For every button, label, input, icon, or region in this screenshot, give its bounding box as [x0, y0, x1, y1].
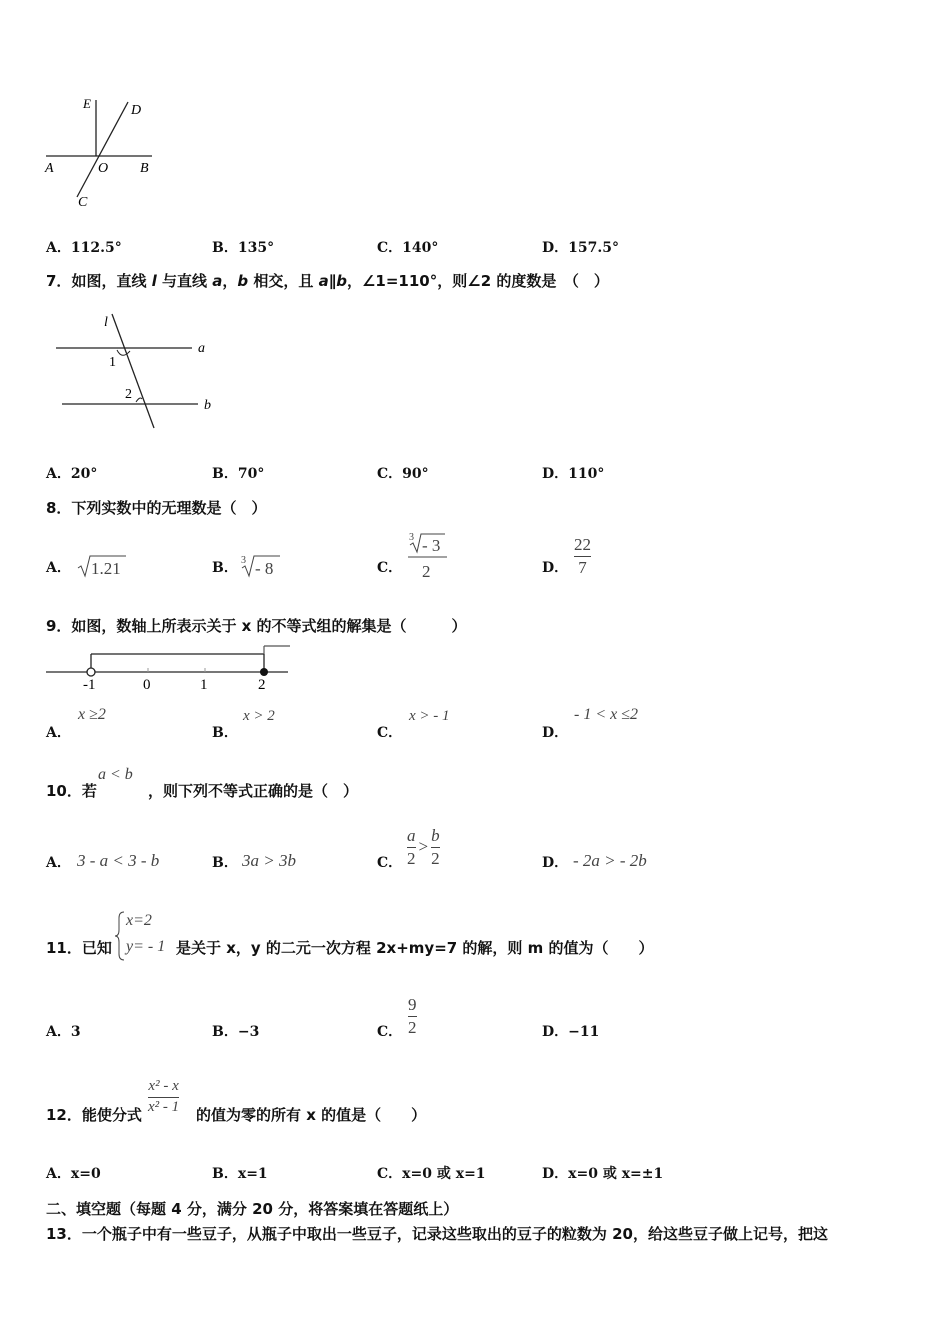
- q8-option-a-value: 1.21: [91, 559, 121, 578]
- q7-option-d: D．110°: [542, 466, 605, 482]
- angle-2-arc: [136, 398, 142, 402]
- q11-option-b: B．−3: [212, 1024, 260, 1040]
- q9-option-a-letter: A．: [46, 725, 71, 741]
- q10-option-d-value: - 2a > - 2b: [573, 851, 647, 870]
- label-2: 2: [125, 387, 132, 402]
- q10-option-b-value: 3a > 3b: [242, 851, 296, 870]
- q7-option-b: B．70°: [212, 466, 265, 482]
- q11-option-d: D．−11: [542, 1024, 600, 1040]
- label-o: O: [98, 161, 109, 176]
- q11-prefix: 11．已知: [46, 939, 112, 957]
- q11-c-num: 9: [408, 995, 417, 1014]
- q12-option-b: B．x=1: [212, 1166, 268, 1182]
- q12-prefix: 12．能使分式: [46, 1106, 142, 1124]
- q12-option-a: A．x=0: [46, 1166, 101, 1182]
- label-c: C: [78, 195, 88, 210]
- q10-c-den2: 2: [431, 848, 440, 868]
- q6-option-c: C．140°: [377, 240, 439, 256]
- q11-option-c-letter: C．: [377, 1024, 403, 1040]
- q8-option-c-index: 3: [409, 532, 414, 543]
- q6-option-a: A．112.5°: [46, 240, 122, 256]
- q9-option-d-value: - 1 < x ≤2: [574, 706, 639, 723]
- q7-stem: 7．如图，直线 l 与直线 a，b 相交，且 a∥b，∠1=110°，则∠2 的度数是 （ ）: [46, 272, 609, 290]
- q10-option-c-letter: C．: [377, 855, 403, 871]
- q11-suffix: 是关于 x，y 的二元一次方程 2x+my=7 的解，则 m 的值为（ ）: [176, 939, 654, 957]
- q12-option-c: C．x=0 或 x=1: [377, 1166, 486, 1182]
- q11-c-den: 2: [408, 1017, 417, 1037]
- q9-option-d-letter: D．: [542, 725, 569, 741]
- q10-c-num1: a: [407, 826, 416, 845]
- label-a: a: [198, 341, 205, 356]
- q8-option-c-fraction: [405, 530, 451, 582]
- angle-1-arc: [117, 350, 130, 355]
- q8-option-b-value: - 8: [255, 559, 274, 578]
- line-cd: [77, 102, 128, 197]
- q6-figure: [40, 95, 165, 210]
- q8-option-d-den: 7: [578, 557, 587, 577]
- section-2-title: 二、填空题（每题 4 分，满分 20 分，将答案填在答题纸上）: [46, 1200, 459, 1218]
- tick-label-0: 0: [143, 677, 151, 692]
- q9-stem: 9．如图，数轴上所表示关于 x 的不等式组的解集是（ ）: [46, 617, 467, 635]
- q12-option-d: D．x=0 或 x=±1: [542, 1166, 664, 1182]
- label-a: A: [45, 161, 54, 176]
- q11-option-c-fraction: [408, 995, 417, 1037]
- q12-suffix: 的值为零的所有 x 的值是（ ）: [196, 1106, 427, 1124]
- q10-condition: a < b: [98, 766, 133, 783]
- closed-point: [260, 668, 268, 676]
- q8-option-b-radical: [240, 552, 284, 580]
- q9-number-line: [44, 642, 294, 692]
- tick-label-2: 2: [258, 677, 266, 692]
- q7-option-c: C．90°: [377, 466, 429, 482]
- q8-option-d-fraction: [574, 535, 591, 577]
- q13-stem: 13．一个瓶子中有一些豆子，从瓶子中取出一些豆子，记录这些取出的豆子的粒数为 20，给这些豆子做上记号，把这: [46, 1225, 828, 1243]
- line-l: [112, 314, 154, 428]
- q10-option-a-letter: A．: [46, 855, 71, 871]
- label-b: B: [140, 161, 149, 176]
- label-b: b: [204, 398, 211, 413]
- q8-option-b-index: 3: [241, 555, 246, 566]
- q9-option-b-letter: B．: [212, 725, 238, 741]
- q8-option-d-num: 22: [574, 535, 591, 554]
- q8-stem: 8．下列实数中的无理数是（ ）: [46, 499, 267, 517]
- q12-den: x² - 1: [148, 1098, 180, 1115]
- q10-c-op: >: [418, 837, 429, 857]
- q11-eq1: x=2: [126, 912, 152, 929]
- q8-option-a-radical: [76, 552, 130, 580]
- q7-option-a: A．20°: [46, 466, 98, 482]
- tick-label-1: 1: [200, 677, 208, 692]
- q8-option-c-den: 2: [422, 562, 431, 581]
- q7-figure: [50, 310, 225, 435]
- q8-option-c-letter: C．: [377, 560, 403, 576]
- q8-option-d-letter: D．: [542, 560, 569, 576]
- q12-num: x² - x: [148, 1078, 179, 1094]
- q10-suffix: ，则下列不等式正确的是（ ）: [148, 782, 359, 800]
- open-point: [87, 668, 95, 676]
- label-1: 1: [109, 355, 116, 370]
- label-d: D: [131, 103, 142, 118]
- q6-option-d: D．157.5°: [542, 240, 619, 256]
- q10-c-num2: b: [431, 826, 440, 845]
- q10-prefix: 10．若: [46, 782, 97, 800]
- label-l: l: [104, 315, 108, 330]
- q9-option-c-letter: C．: [377, 725, 403, 741]
- q10-c-den1: 2: [407, 848, 416, 868]
- q9-option-b-value: x > 2: [243, 708, 275, 724]
- label-e: E: [83, 96, 91, 111]
- q10-option-d-letter: D．: [542, 855, 569, 871]
- q11-brace: [114, 910, 126, 962]
- q12-fraction: [148, 1078, 179, 1116]
- q11-eq2: y= - 1: [126, 938, 166, 955]
- q10-option-a-value: 3 - a < 3 - b: [77, 851, 160, 870]
- q8-option-b-letter: B．: [212, 560, 238, 576]
- q11-option-a: A．3: [46, 1024, 81, 1040]
- q10-option-c-value: [407, 827, 440, 868]
- q10-option-b-letter: B．: [212, 855, 238, 871]
- q9-option-a-value: x ≥2: [78, 706, 106, 723]
- q9-option-c-value: x > - 1: [409, 708, 450, 724]
- q8-option-c-num: - 3: [422, 536, 441, 555]
- q8-option-a-letter: A．: [46, 560, 71, 576]
- tick-label-neg1: -1: [83, 677, 96, 692]
- q6-option-b: B．135°: [212, 240, 275, 256]
